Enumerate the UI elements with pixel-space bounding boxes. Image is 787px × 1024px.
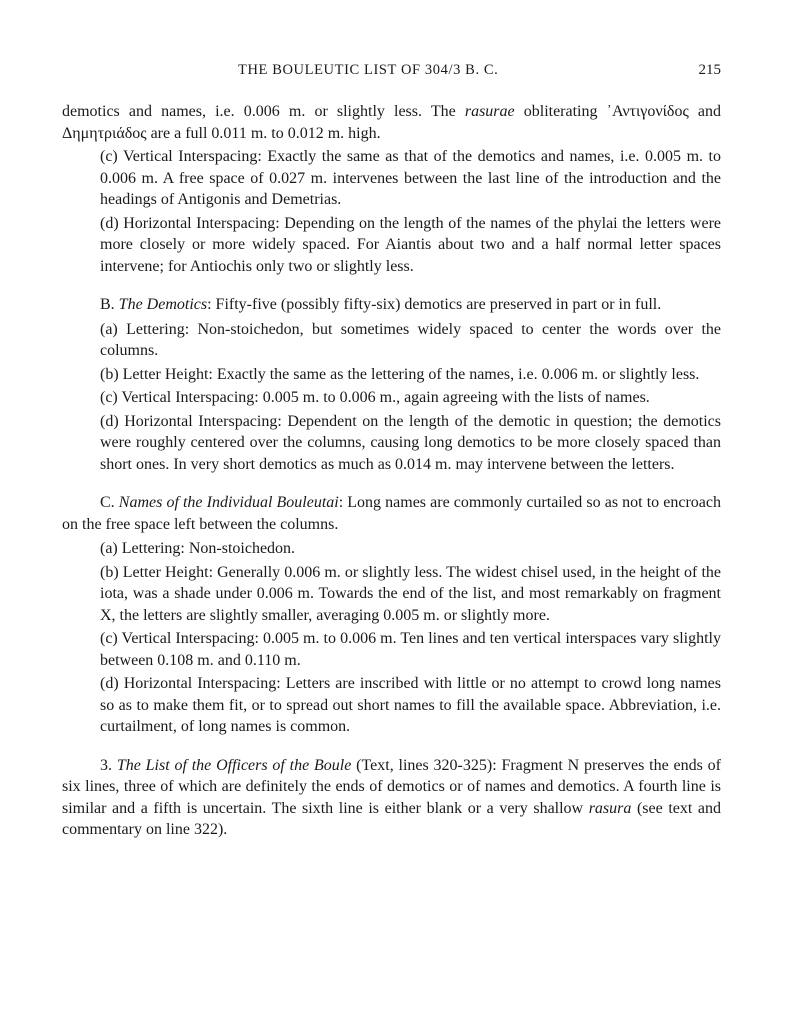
- section-c-title: Names of the Individual Bouleutai: [118, 494, 339, 511]
- greek-term-antigonidos: ᾿Αντιγονίδος: [606, 103, 689, 120]
- paragraph-c-vertical-interspacing: (c) Vertical Interspacing: 0.005 m. to 0.006 m. Ten lines and ten vertical interspaces vary slightly between 0.108 m. and 0.110 m.: [100, 630, 721, 669]
- section-b-demotics: B. The Demotics: Fifty-five (possibly fifty-six) demotics are preserved in part or in full.: [100, 296, 662, 313]
- section-3-title: The List of the Officers of the Boule: [116, 756, 352, 774]
- paragraph-a-vertical-interspacing: (c) Vertical Interspacing: Exactly the same as that of the demotics and names, i.e. 0.005 m. to 0.006 m. A free space of 0.027 m. intervenes between the last line of the introduction and the headings of Antigonis and Demetrias.: [100, 148, 721, 208]
- paragraph-b-vertical-interspacing: (c) Vertical Interspacing: 0.005 m. to 0.006 m., again agreeing with the lists of names.: [100, 389, 650, 406]
- paragraph-b-letter-height: (b) Letter Height: Exactly the same as the lettering of the names, i.e. 0.006 m. or slightly less.: [100, 365, 700, 383]
- paragraph-a-continued: demotics and names, i.e. 0.006 m. or slightly less. The rasurae obliterating ᾿Αντιγονίδος and Δημητριάδος are a full 0.011 m. to 0.012 m. high.: [62, 103, 722, 142]
- rasurae-term: rasurae: [464, 103, 515, 120]
- page-number: 215: [698, 62, 721, 78]
- paragraph-a-horizontal-interspacing: (d) Horizontal Interspacing: Depending on the length of the names of the phylai the letters were more closely or more widely spaced. For Aiantis about two and a half normal letter spaces intervene; for Antiochis only two or slightly less.: [100, 214, 721, 275]
- running-header: [100, 62, 721, 86]
- section-c-names: C. Names of the Individual Bouleutai: Long names are commonly curtailed so as not to encroach on the free space left between the columns.: [62, 494, 721, 533]
- section-b-title: The Demotics: [118, 296, 208, 313]
- paragraph-c-letter-height: (b) Letter Height: Generally 0.006 m. or slightly less. The widest chisel used, in the height of the iota, was a shade under 0.006 m. Towards the end of the list, and most remarkably on fragment X, the letters are slightly smaller, averaging 0.005 m. or slightly more.: [100, 563, 721, 624]
- rasura-term: rasura: [588, 799, 632, 817]
- running-title: THE BOULEUTIC LIST OF 304/3 B. C.: [238, 62, 499, 78]
- paragraph-c-lettering: (a) Lettering: Non-stoichedon.: [100, 540, 296, 557]
- paragraph-b-lettering: (a) Lettering: Non-stoichedon, but sometimes widely spaced to center the words over the columns.: [100, 320, 721, 359]
- paragraph-b-horizontal-interspacing: (d) Horizontal Interspacing: Dependent on the length of the demotic in question; the demotics were roughly centered over the columns, causing long demotics to be more closely spaced than short ones. In very short demotics as much as 0.014 m. may intervene between the letters.: [100, 412, 721, 473]
- body-text: [62, 101, 721, 841]
- section-3-officers: 3. The List of the Officers of the Boule (Text, lines 320-325): Fragment N preserves the ends of six lines, three of which are definitely the ends of demotics or of names and demotics. A fourth line is similar and a fifth is uncertain. The sixth line is either blank or a very shallow rasura (see text and commentary on line 322).: [62, 756, 721, 838]
- greek-term-demetriados: Δημητριάδος: [62, 124, 147, 142]
- paragraph-c-horizontal-interspacing: (d) Horizontal Interspacing: Letters are inscribed with little or no attempt to crowd long names so as to make them fit, or to spread out short names to fill the available space. Abbreviation, i.e. curtailment, of long names is common.: [100, 675, 721, 735]
